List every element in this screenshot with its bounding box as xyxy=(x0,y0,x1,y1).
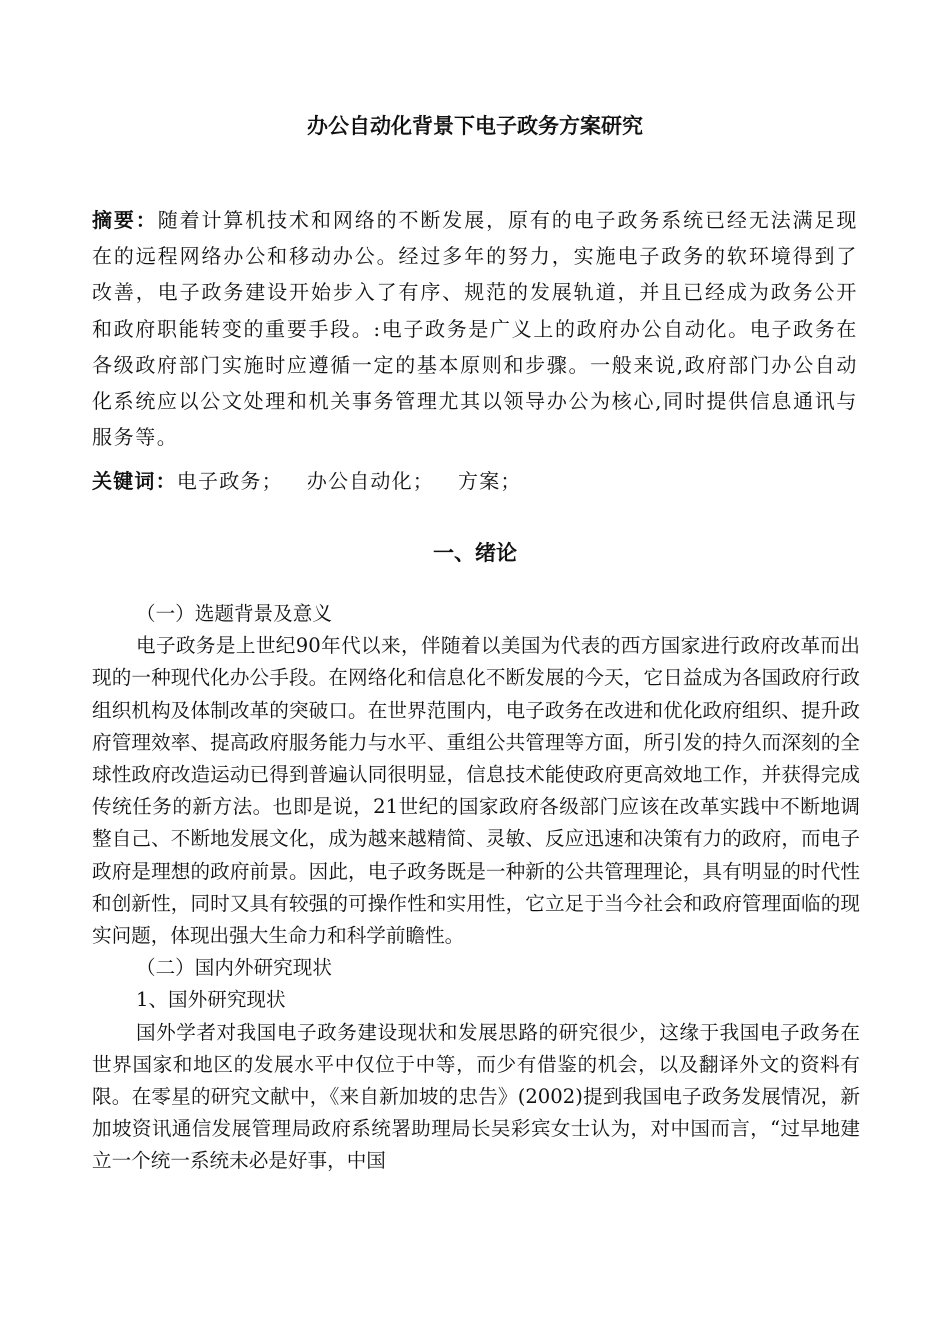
keywords-label: 关键词： xyxy=(92,469,177,493)
keyword-item: 方案； xyxy=(458,469,522,493)
abstract-paragraph xyxy=(92,202,858,455)
document-title: 办公自动化背景下电子政务方案研究 xyxy=(307,114,643,138)
section-heading: 一、绪论 xyxy=(433,541,517,565)
subsection-heading: （一）选题背景及意义 xyxy=(136,602,332,625)
keyword-item: 办公自动化； xyxy=(306,469,435,493)
abstract-label: 摘要： xyxy=(92,208,158,232)
body-paragraph: 国外学者对我国电子政务建设现状和发展思路的研究很少，这缘于我国电子政务在世界国家和地区的发展水平中仅位于中等，而少有借鉴的机会，以及翻译外文的资料有限。在零星的研究文献中，《来自新加坡的忠告》(2002)提到我国电子政务发展情况，新加坡资讯通信发展管理局政府系统署助理局长吴彩宾女士认为，对中国而言，“过早地建立一个统一系统未必是好事，中国 xyxy=(92,1020,860,1173)
item-heading: 1、国外研究现状 xyxy=(136,988,286,1012)
keyword-item: 电子政务； xyxy=(176,469,283,493)
keywords-line xyxy=(92,465,858,497)
body-text xyxy=(92,598,860,1178)
abstract-text: 随着计算机技术和网络的不断发展，原有的电子政务系统已经无法满足现在的远程网络办公和移动办公。经过多年的努力，实施电子政务的软环境得到了改善，电子政务建设开始步入了有序、规范的发展轨道，并且已经成为政务公开和政府职能转变的重要手段。:电子政务是广义上的政府办公自动化。电子政务在各级政府部门实施时应遵循一定的基本原则和步骤。一般来说,政府部门办公自动化系统应以公文处理和机关事务管理尤其以领导办公为核心,同时提供信息通讯与服务等。 xyxy=(92,208,858,450)
body-paragraph: 电子政务是上世纪90年代以来，伴随着以美国为代表的西方国家进行政府改革而出现的一种现代化办公手段。在网络化和信息化不断发展的今天，它日益成为各国政府行政组织机构及体制改革的突破口。在世界范围内，电子政务在改进和优化政府组织、提升政府管理效率、提高政府服务能力与水平、重组公共管理等方面，所引发的持久而深刻的全球性政府改造运动已得到普遍认同很明显，信息技术能使政府更高效地工作，并获得完成传统任务的新方法。也即是说，21世纪的国家政府各级部门应该在改革实践中不断地调整自己、不断地发展文化，成为越来越精简、灵敏、反应迅速和决策有力的政府，而电子政府是理想的政府前景。因此，电子政务既是一种新的公共管理理论，具有明显的时代性和创新性，同时又具有较强的可操作性和实用性，它立足于当今社会和政府管理面临的现实问题，体现出强大生命力和科学前瞻性。 xyxy=(92,634,860,948)
subsection-heading: （二）国内外研究现状 xyxy=(136,956,332,980)
